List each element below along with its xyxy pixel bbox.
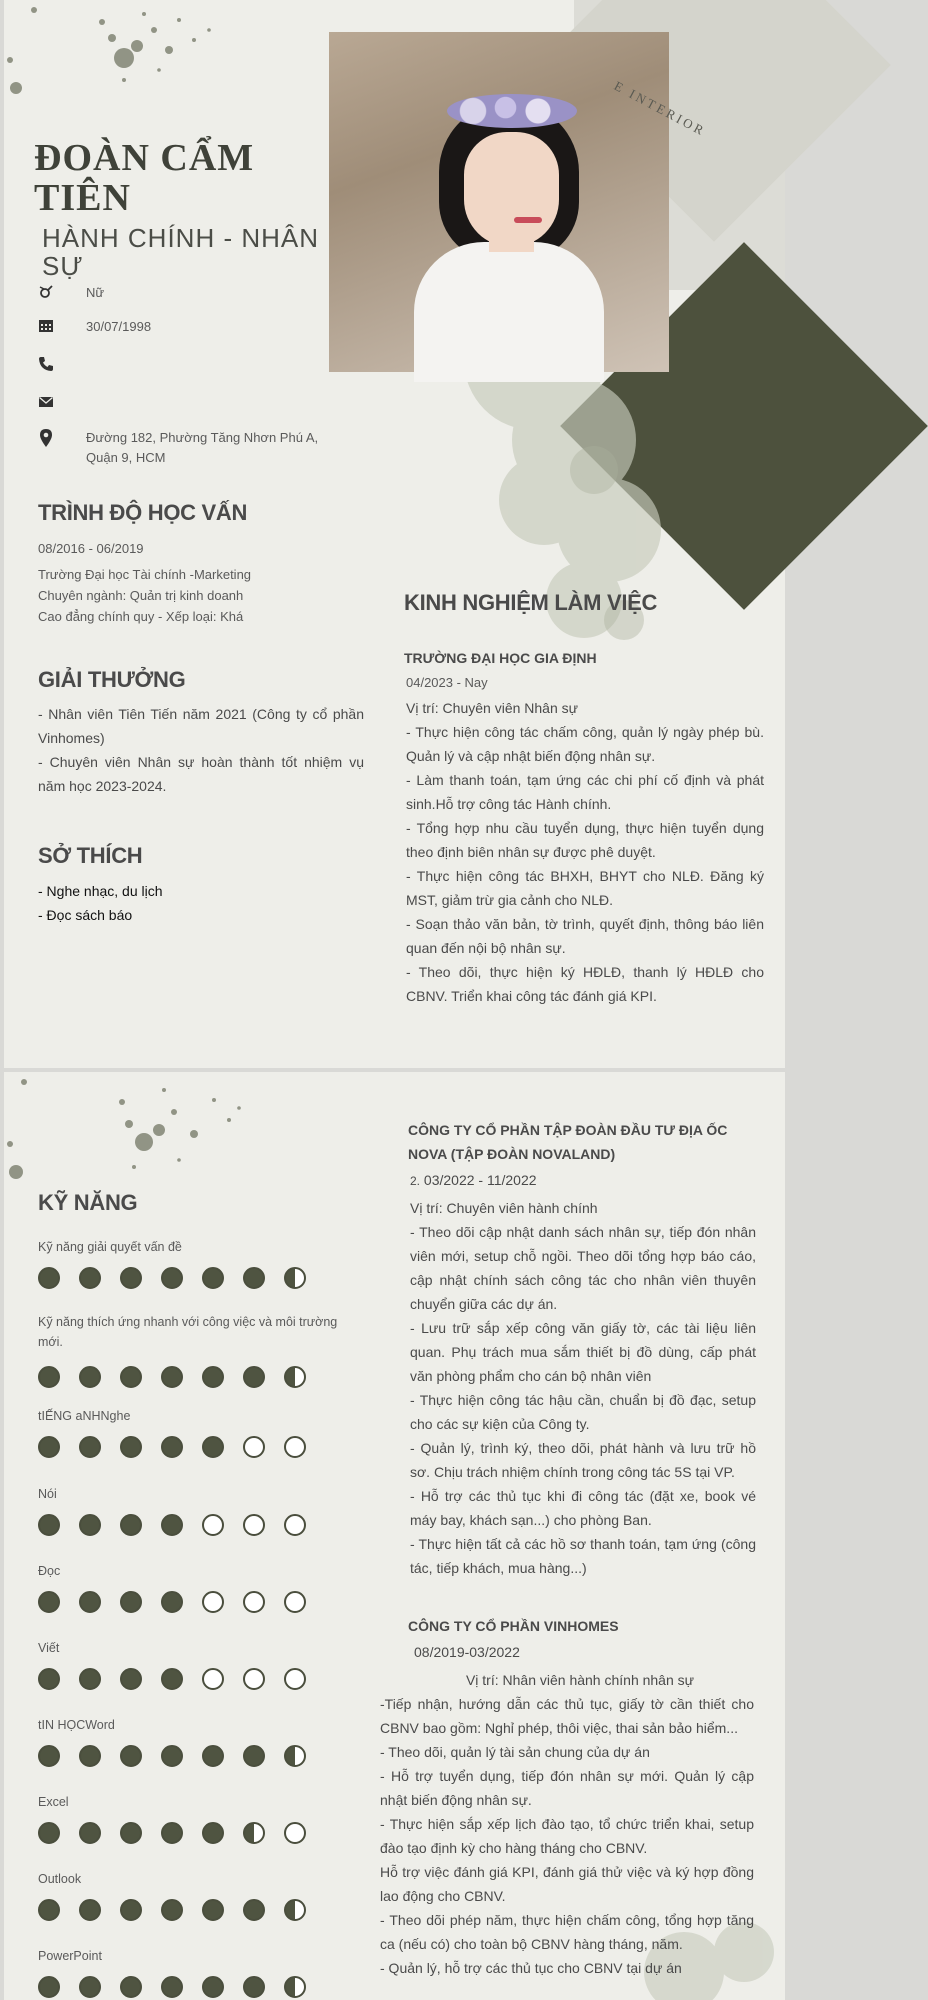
experience-heading: KINH NGHIỆM LÀM VIỆC [404, 590, 658, 615]
email-icon [38, 394, 54, 410]
skill-rating-dot [38, 1668, 60, 1690]
job-duty: - Theo dõi phép năm, thực hiện chấm công, tổng hợp tăng ca (nếu có) cho toàn bộ CBNV hàng tháng, năm. [380, 1912, 754, 1952]
job-duty: - Thực hiện công tác hậu cần, chuẩn bị đồ đạc, setup cho các sự kiện của Công ty. [410, 1392, 756, 1432]
skill-rating-dot [120, 1514, 142, 1536]
calendar-icon [38, 318, 54, 334]
skill-rating-dot [38, 1745, 60, 1767]
skill-rating-dot [202, 1591, 224, 1613]
skill-rating-dot [38, 1822, 60, 1844]
hobby-item: - Đọc sách báo [38, 907, 133, 923]
job-duty: -Tiếp nhận, hướng dẫn các thủ tục, giấy tờ cần thiết cho CBNV bao gồm: Nghỉ phép, thôi việc, thai sản bảo hiểm... [380, 1696, 754, 1736]
address-value: Đường 182, Phường Tăng Nhơn Phú A, Quận 9, HCM [86, 430, 319, 465]
skill-rating-dot [284, 1591, 306, 1613]
skills-heading: KỸ NĂNG [38, 1190, 138, 1215]
skill-rating-dot [161, 1899, 183, 1921]
ink-splatter-decoration [4, 0, 244, 110]
education-line: Chuyên ngành: Quản trị kinh doanh [38, 588, 244, 603]
skill-rating-dot [284, 1976, 306, 1998]
skill-rating-dot [38, 1899, 60, 1921]
dob-value: 30/07/1998 [86, 319, 152, 334]
job-period [410, 1168, 710, 1193]
job-company: CÔNG TY CỔ PHẦN VINHOMES [408, 1618, 619, 1634]
job-duty: - Thực hiện sắp xếp lịch đào tạo, tổ chức triển khai, setup đào tạo định kỳ cho hàng tháng cho CBNV. [380, 1816, 754, 1856]
job-duty: Hỗ trợ việc đánh giá KPI, đánh giá thử việc và ký hợp đồng lao động cho CBNV. [380, 1864, 754, 1904]
skill-rating-dot [38, 1976, 60, 1998]
skill-rating-dot [243, 1745, 265, 1767]
skill-rating-dot [38, 1267, 60, 1289]
skill-rating-dot [79, 1745, 101, 1767]
job-period: 08/2019-03/2022 [414, 1644, 520, 1660]
skill-rating-dot [120, 1976, 142, 1998]
education-heading: TRÌNH ĐỘ HỌC VẤN [38, 500, 248, 525]
skill-rating-dot [284, 1436, 306, 1458]
skill-label: PowerPoint [38, 1949, 102, 1963]
job-duty: - Theo dõi cập nhật danh sách nhân sự, tiếp đón nhân viên mới, setup chỗ ngồi. Theo dõi tổng hợp báo cáo, cập nhật chính sách công tác cho nhân viên thuyên chuyển giữa các dự án. [410, 1224, 756, 1312]
job-duty: - Theo dõi, quản lý tài sản chung của dự án [380, 1744, 650, 1760]
skill-rating-dot [284, 1668, 306, 1690]
skill-rating-dot [202, 1668, 224, 1690]
skill-rating-dot [284, 1745, 306, 1767]
job-duty: - Thực hiện công tác BHXH, BHYT cho NLĐ. Đăng ký MST, giảm trừ gia cảnh cho NLĐ. [406, 868, 764, 908]
skill-rating-dot [79, 1899, 101, 1921]
location-icon [38, 428, 54, 448]
skill-rating-dot [79, 1436, 101, 1458]
hobbies-list [38, 879, 358, 927]
skill-rating-dot [202, 1745, 224, 1767]
job-role: Vị trí: Nhân viên hành chính nhân sự [465, 1672, 695, 1688]
skill-rating-dot [161, 1436, 183, 1458]
skill-label: Excel [38, 1795, 69, 1809]
skill-rating-dot [243, 1822, 265, 1844]
skill-rating-dot [284, 1822, 306, 1844]
job-duty: - Tổng hợp nhu cầu tuyển dụng, thực hiện tuyển dụng theo định biên nhân sự được phê duyệt. [406, 820, 764, 860]
skill-rating-dot [161, 1591, 183, 1613]
skill-label: Kỹ năng thích ứng nhanh với công việc và môi trường mới. [38, 1315, 338, 1349]
job-duties [406, 720, 764, 1008]
skill-rating-dot [284, 1267, 306, 1289]
skill-rating-dot [161, 1976, 183, 1998]
awards-list [38, 702, 364, 798]
gender-icon [38, 284, 54, 300]
svg-text:E INTERIOR: E INTERIOR [611, 77, 709, 140]
skill-rating-dot [161, 1514, 183, 1536]
skill-rating-dot [284, 1514, 306, 1536]
skill-rating-dot [120, 1668, 142, 1690]
skill-rating-dot [284, 1899, 306, 1921]
job-duty: - Lưu trữ sắp xếp công văn giấy tờ, các tài liệu liên quan. Phụ trách mua sắm thiết bị đồ dùng, cấp phát văn phòng phẩm cho cán bộ nhân viên [410, 1320, 756, 1384]
skill-rating-dot [38, 1591, 60, 1613]
job-duty: - Làm thanh toán, tạm ứng các chi phí cố định và phát sinh.Hỗ trợ công tác Hành chính. [406, 772, 764, 812]
skill-rating-dot [79, 1668, 101, 1690]
skill-rating-dot [284, 1366, 306, 1388]
job-company: CÔNG TY CỔ PHẦN TẬP ĐOÀN ĐẦU TƯ ĐỊA ỐC NOVA (TẬP ĐOÀN NOVALAND) [408, 1122, 728, 1162]
skill-rating-dot [79, 1514, 101, 1536]
skill-rating-dot [161, 1745, 183, 1767]
job-duty: - Quản lý, trình ký, theo dõi, phát hành và lưu trữ hồ sơ. Chịu trách nhiệm chính trong công tác 5S tại VP. [410, 1440, 756, 1480]
award-item: - Chuyên viên Nhân sự hoàn thành tốt nhiệm vụ năm học 2023-2024. [38, 754, 364, 794]
candidate-name: ĐOÀN CẨM TIÊN [34, 137, 255, 219]
skill-rating-dot [120, 1366, 142, 1388]
skill-rating-dot [243, 1976, 265, 1998]
ink-splatter-decoration [4, 1072, 264, 1192]
skill-label: Kỹ năng giải quyết vấn đề [38, 1240, 182, 1254]
skill-rating-dot [38, 1514, 60, 1536]
skill-rating-dot [202, 1436, 224, 1458]
skill-rating-dot [120, 1591, 142, 1613]
skill-rating-dot [120, 1267, 142, 1289]
skill-rating-dot [202, 1366, 224, 1388]
job-duty: - Hỗ trợ các thủ tục khi đi công tác (đặt xe, book vé máy bay, khách sạn...) cho phòng Ban. [410, 1488, 756, 1528]
skill-label: tIẾNG aNHNghe [38, 1409, 131, 1423]
skill-rating-dot [120, 1899, 142, 1921]
job-duty: - Quản lý, hỗ trợ các thủ tục cho CBNV tại dự án [380, 1960, 682, 1976]
job-duty: - Thực hiện công tác chấm công, quản lý ngày phép bù. Quản lý và cập nhật biến động nhân sự. [406, 724, 764, 764]
job-duty: - Soạn thảo văn bản, tờ trình, quyết định, thông báo liên quan đến nội bộ nhân sự. [406, 916, 764, 956]
job-role: Vị trí: Chuyên viên Nhân sự [406, 700, 579, 716]
skill-rating-dot [243, 1267, 265, 1289]
skill-rating-dot [243, 1591, 265, 1613]
job-duty: - Hỗ trợ tuyển dụng, tiếp đón nhân sự mới. Quản lý cập nhật biến động nhân sự. [380, 1768, 754, 1808]
skill-rating-dot [161, 1366, 183, 1388]
job-duty: - Theo dõi, thực hiện ký HĐLĐ, thanh lý HĐLĐ cho CBNV. Triển khai công tác đánh giá KPI. [406, 964, 764, 1004]
job-duties [410, 1220, 756, 1580]
job-duties [380, 1692, 754, 1980]
job-period-prefix: 2. [410, 1174, 421, 1188]
education-details [38, 564, 338, 627]
skill-rating-dot [202, 1976, 224, 1998]
job-company: TRƯỜNG ĐẠI HỌC GIA ĐỊNH [404, 650, 597, 666]
skill-label: tIN HỌCWord [38, 1718, 115, 1732]
hobby-item: - Nghe nhạc, du lịch [38, 883, 163, 899]
skill-rating-dot [161, 1267, 183, 1289]
cv-page-1 [4, 0, 785, 1068]
awards-heading: GIẢI THƯỞNG [38, 667, 186, 692]
hobbies-heading: SỞ THÍCH [38, 843, 143, 868]
skill-rating-dot [243, 1514, 265, 1536]
skill-rating-dot [243, 1366, 265, 1388]
skill-rating-dot [79, 1267, 101, 1289]
skill-rating-dot [38, 1366, 60, 1388]
skill-rating-dot [202, 1822, 224, 1844]
skill-rating-dot [202, 1514, 224, 1536]
education-line: Cao đẳng chính quy - Xếp loại: Khá [38, 609, 244, 624]
award-item: - Nhân viên Tiên Tiến năm 2021 (Công ty cổ phần Vinhomes) [38, 706, 364, 746]
skill-rating-dot [79, 1976, 101, 1998]
skill-label: Đọc [38, 1564, 61, 1578]
job-period: 04/2023 - Nay [406, 675, 488, 690]
job-duty: - Thực hiện tất cả các hồ sơ thanh toán, tạm ứng (công tác, tiếp khách, mua hàng...) [410, 1536, 756, 1576]
skill-rating-dot [120, 1745, 142, 1767]
phone-icon [38, 356, 54, 372]
skill-rating-dot [79, 1366, 101, 1388]
job-role: Vị trí: Chuyên viên hành chính [410, 1200, 598, 1216]
photo-curved-text [604, 77, 709, 165]
skill-rating-dot [120, 1436, 142, 1458]
skill-rating-dot [161, 1822, 183, 1844]
skill-rating-dot [79, 1822, 101, 1844]
education-line: Trường Đại học Tài chính -Marketing [38, 567, 252, 582]
job-period-value: 03/2022 - 11/2022 [423, 1172, 537, 1188]
skill-rating-dot [120, 1822, 142, 1844]
candidate-position: HÀNH CHÍNH - NHÂN SỰ [42, 223, 319, 281]
skill-rating-dot [79, 1591, 101, 1613]
education-period: 08/2016 - 06/2019 [38, 541, 144, 556]
skill-rating-dot [243, 1668, 265, 1690]
skill-rating-dot [202, 1899, 224, 1921]
gender-value: Nữ [86, 285, 105, 300]
cv-page-2 [4, 1072, 785, 2000]
skill-rating-dot [243, 1899, 265, 1921]
skill-rating-dot [161, 1668, 183, 1690]
skill-label: Viết [38, 1641, 60, 1655]
skill-rating-dot [38, 1436, 60, 1458]
skill-rating-dot [202, 1267, 224, 1289]
skill-label: Outlook [38, 1872, 82, 1886]
skill-rating-dot [243, 1436, 265, 1458]
skill-label: Nói [38, 1487, 57, 1501]
